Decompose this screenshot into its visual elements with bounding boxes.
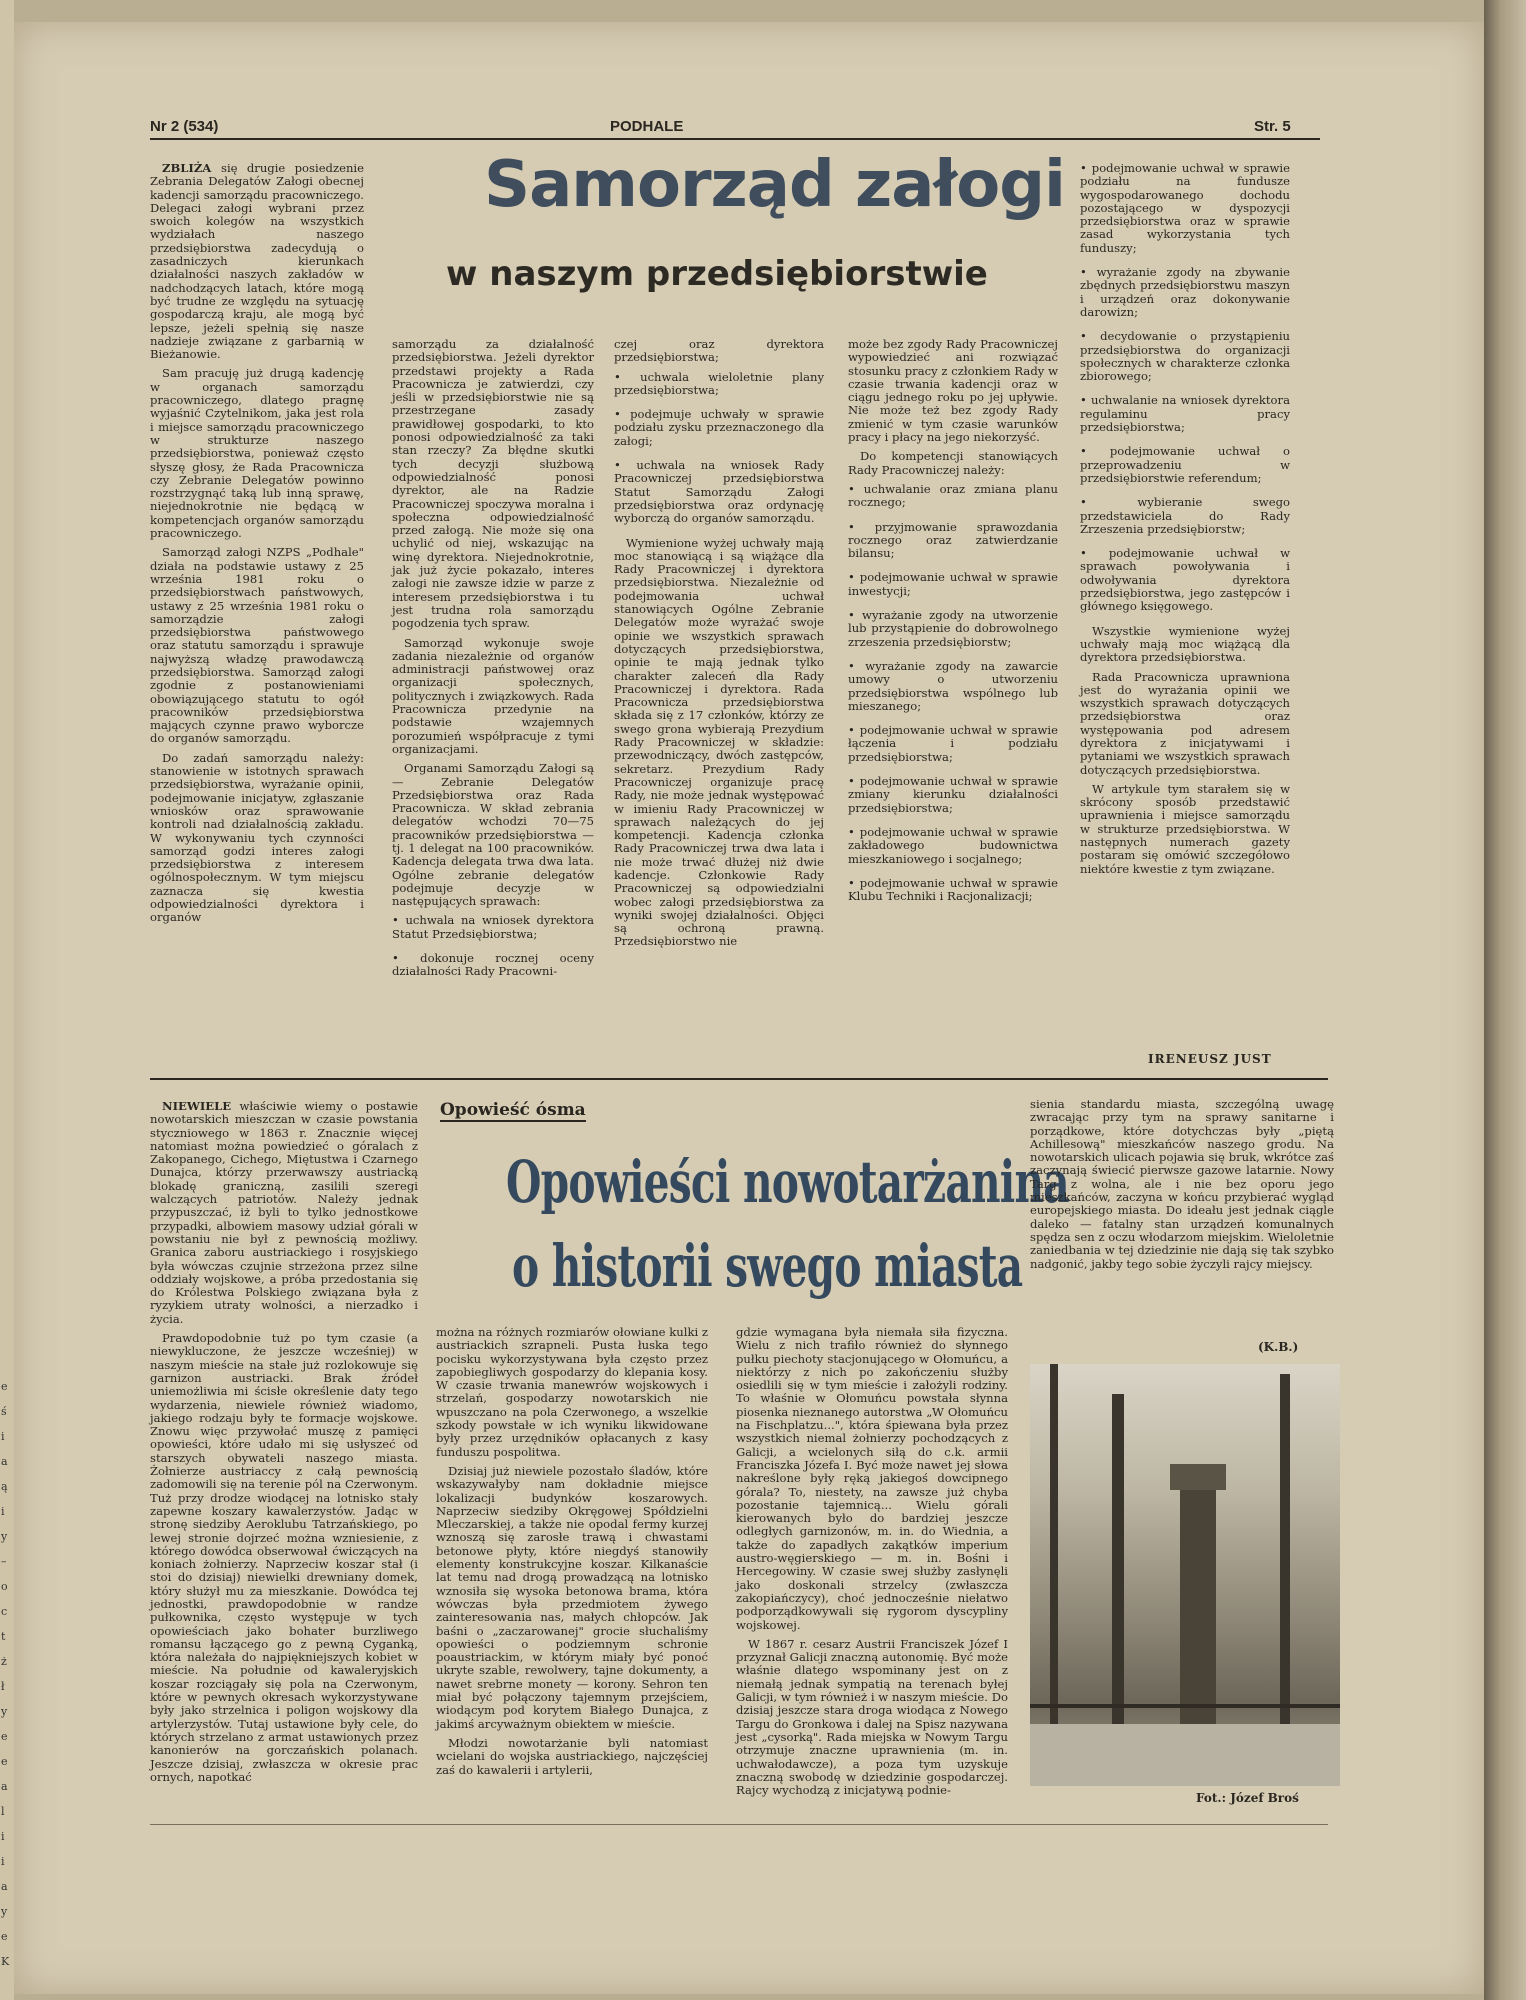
paragraph: • podejmuje uchwały w sprawie podziału zysku przeznaczonego dla załogi; [614,407,824,448]
margin-letter: e [1,1730,8,1743]
paragraph: Samorząd wykonuje swoje zadania niezależnie od organów administracji państwowej oraz organizacji społecznych, politycznych i związkowych. Rada Pracownicza przedynie na podstawie wzajemnych porozumień współpracuje z tymi organizacjami. [392,635,594,756]
margin-letter: ł [1,1680,5,1693]
article-title: Samorząd załogi [484,148,1065,222]
paragraph: Organami Samorządu Załogi są — Zebranie Delegatów Przedsiębiorstwa oraz Rada Pracownicza. W skład zebrania delegatów wchodzi 70—75 pracowników przedsiębiorstwa — tj. 1 delegat na 100 pracowników. Kadencja delegata trwa dwa lata. Ogólne zebranie delegatów podejmuje decyzje w następujących sprawach: [392,761,594,909]
paragraph: • dokonuje rocznej oceny działalności Rady Pracowni- [392,951,594,979]
article2-column-2 [436,1326,708,1783]
margin-letter: y [1,1705,8,1718]
margin-letter: i [1,1505,5,1518]
article1-column-1 [150,162,364,931]
paragraph: może bez zgody Rady Pracowniczej wypowiedzieć ani rozwiązać stosunku pracy z członkiem Rady w czasie trwania kadencji oraz w ciągu jednego roku po jej upływie. Nie może też bez zgody Rady zmienić w tym czasie warunków pracy i płacy na jego niekorzyść. [848,337,1058,445]
margin-letter: i [1,1855,5,1868]
margin-letter: K [1,1955,10,1968]
margin-letter: e [1,1930,8,1943]
author-name: IRENEUSZ JUST [1148,1052,1272,1066]
margin-letter: ż [1,1655,7,1668]
paragraph: Młodzi nowotarżanie byli natomiast wcielani do wojska austriackiego, najczęściej zaś do kawalerii i artylerii, [436,1735,708,1777]
article2-signature: (K.B.) [1258,1340,1299,1354]
paragraph: • podejmowanie uchwał w sprawie zmiany kierunku działalności przedsiębiorstwa; [848,774,1058,815]
paragraph: • decydowanie o przystąpieniu przedsiębiorstwa do organizacji społecznych w charakterze członka zbiorowego; [1080,329,1290,384]
paragraph: Sam pracuję już drugą kadencję w organach samorządu pracowniczego, dlatego pragnę wyjaśnić Czytelnikom, jaka jest rola i miejsce samorządu pracowniczego w strukturze naszego przedsiębiorstwa, ponieważ często słyszę głosy, że Rada Pracownicza czy Zebranie Delegatów powinno rozstrzygnąć taką lub inną sprawę, niejednokrotnie nie będącą w kompetencjach organów samorządu pracowniczego. [150,366,364,541]
paragraph: gdzie wymagana była niemała siła fizyczna. Wielu z nich trafiło również do słynnego pułku piechoty stacjonującego w Ołomuńcu, a niektórzy z nich po zakończeniu służby osiedlili się w tym mieście i założyli rodziny. To właśnie w Ołomuńcu powstała słynna piosenka nieznanego autorstwa „W Ołomuńcu na Fischplatzu...", która śpiewana była przez wszystkich niemal żołnierzy pochodzących z Galicji, a wcielonych siłą do c.k. armii Franciszka Józefa I. Być może nawet jej słowa nakreślone były ręką jakiegoś dowcipnego górala? To, niestety, na zawsze już chyba pozostanie tajemnicą... Wielu górali kierowanych było do bardziej jeszcze odległych garnizonów, m. in. do Wiednia, a także do zapadłych zakątków imperium austro-węgierskiego — m. in. Bośni i Hercegowiny. W czasie swej służby zasłynęli jako doskonali strzelcy (zwłaszcza zakopiańczycy), choć jednocześnie niełatwo podporządkowywali się rygorom dyscypliny wojskowej. [736,1325,1008,1632]
margin-letter: – [1,1555,7,1568]
page-edge [1484,0,1526,2000]
paragraph: Dzisiaj już niewiele pozostało śladów, które wskazywałyby nam dokładnie miejsce lokalizacji budynków koszarowych. Naprzeciw siedziby Okręgowej Spółdzielni Mleczarskiej, a także nie opodal fermy kurzej wznoszą się zarosłe trawą i chwastami betonowe płyty, które niegdyś stanowiły elementy konstrukcyjne koszar. Kilkanaście lat temu nad drogą prowadzącą na lotnisko wznosiła się wysoka betonowa brama, która wówczas była przedmiotem żywego zainteresowania nas, małych chłopców. Jak baśni o „zaczarowanej" grocie słuchaliśmy opowieści o podziemnym schronie poaustriackim, w którym miały być ponoć ukryte szable, rewolwery, tajne dokumenty, a nawet srebrne monety — korony. Sehron ten miał być połączony tajemnym przejściem, wiodącym pod korytem Białego Dunajca, z jakimś arcyważnym obiektem w mieście. [436,1463,708,1731]
margin-letter: ś [1,1405,7,1418]
margin-letter: o [1,1580,8,1593]
article1-column-3 [614,338,824,955]
paragraph: • podejmowanie uchwał w sprawie inwestycji; [848,570,1058,598]
paragraph: • wyrażanie zgody na utworzenie lub przystąpienie do dobrowolnego zrzeszenia przedsiębiorstw; [848,608,1058,649]
bottom-rule [150,1824,1328,1825]
margin-letter: i [1,1430,5,1443]
paragraph: Samorząd załogi NZPS „Podhale" działa na podstawie ustawy z 25 września 1981 roku o przedsiębiorstwach państwowych, ustawy z 25 września 1981 roku o samorządzie załogi przedsiębiorstwa państwowego oraz statutu samorządu i sprawuje najwyższą władzę prawodawczą przedsiębiorstwa. Samorząd załogi zgodnie z postanowieniami obowiązującego statutu to ogół pracowników przedsiębiorstwa mających czynne prawo wyborcze do organów samorządu. [150,545,364,746]
article1-column-4 [848,338,1058,914]
paragraph: Wszystkie wymienione wyżej uchwały mają moc wiążącą dla dyrektora przedsiębiorstwa. [1080,623,1290,665]
margin-letter: l [1,1805,5,1818]
page-number: Str. 5 [1254,118,1291,135]
margin-letter: c [1,1605,8,1618]
newspaper-name: PODHALE [610,118,684,135]
article2-column-1 [150,1100,418,1790]
margin-letter: a [1,1780,8,1793]
paragraph: W artykule tym starałem się w skrócony sposób przedstawić uprawnienia i miejsce samorządu w strukturze przedsiębiorstwa. W następnych numerach gazety postaram się omówić szczegółowo niektóre kwestie z tym związane. [1080,781,1290,876]
paragraph: Rada Pracownicza uprawniona jest do wyrażania opinii we wszystkich sprawach dotyczących przedsiębiorstwa oraz występowania pod adresem dyrektora z inicjatywami i pytaniami we wszystkich sprawach dotyczących przedsiębiorstwa. [1080,669,1290,777]
paragraph: Wymienione wyżej uchwały mają moc stanowiącą i są wiążące dla Rady Pracowniczej i dyrektora przedsiębiorstwa. Niezależnie od podejmowania uchwał stanowiących Ogólne Zebranie Delegatów może wyrażać swoje opinie we wszystkich sprawach dotyczących przedsiębiorstwa, opinie te mają jednak tylko charakter zaleceń dla Rady Pracowniczej i dyrektora. Rada Pracownicza przedsiębiorstwa składa się z 17 członków, którzy ze swego grona wybierają Prezydium Rady Pracowniczej w składzie: przewodniczący, dwóch zastępców, sekretarz. Prezydium Rady Pracowniczej organizuje pracę Rady, nie może jednak występować w imieniu Rady Pracowniczej w sprawach należących do jej kompetencji. Kadencja członka Rady Pracowniczej trwa dwa lata i nie może trwać dłużej niż dwie kadencje. Członkowie Rady Pracowniczej są odpowiedzialni wobec załogi przedsiębiorstwa za wyniki swojej działalności. Objęci są ochroną prawną. Przedsiębiorstwo nie [614,535,824,949]
margin-letter: t [1,1630,6,1643]
article1-column-2 [392,338,594,990]
paragraph: • podejmowanie uchwał w sprawach powoływania i odwoływania dyrektora przedsiębiorstwa, jego zastępców i głównego księgowego. [1080,546,1290,614]
article2-title-line2: o historii swego miasta [512,1232,1023,1300]
paragraph: Prawdopodobnie tuż po tym czasie (a niewykluczone, że jeszcze wcześniej) w naszym mieście na stałe już rozlokowuje się garnizon austriacki. Brak źródeł uniemożliwia mi ścisłe określenie daty tego wydarzenia, niewiele również wiadomo, jakiego rodzaju były te formacje wojskowe. Znowu więc przywołać muszę z pamięci opowieści, które udało mi się usłyszeć od starszych obywateli naszego miasta. Żołnierze austriaccy z całą pewnością zadomowili się na terenie pól na Czerwonym. Tuż przy drodze wiodącej na lotnisko stały zapewne koszary kawalerzystów. Jadąc w stronę siedziby Aeroklubu Tatrzańskiego, po lewej stronie dojrzeć można wzniesienie, z którego dowódca obserwował ćwiczących na koniach żołnierzy. Naprzeciw koszar stał (i stoi do dzisiaj) niewielki drewniany domek, który służył mu za mieszkanie. Dowódca tej jednostki, prawdopodobnie w randze pułkownika, często występuje w tych opowieściach jako bohater burzliwego romansu łączącego go z pewną Cyganką, która należała do najpiękniejszych kobiet w mieście. Na południe od kawaleryjskich koszar rozciągały się pola na Czerwonym, które w pewnych okresach wykorzystywane były jako strzelnica i poligon wojskowy dla artylerzystów. Tutaj ustawione były cele, do których strzelano z armat ustawionych przez kanonierów na gorczańskich polanach. Jeszcze dzisiaj, zwłaszcza w okresie prac ornych, napotkać [150,1331,418,1784]
article-subtitle: w naszym przedsiębiorstwie [446,254,988,294]
paragraph: • uchwalanie oraz zmiana planu rocznego; [848,481,1058,510]
header-rule [150,138,1320,140]
paragraph: Do kompetencji stanowiących Rady Pracowniczej należy: [848,449,1058,477]
paragraph: • wyrażanie zgody na zawarcie umowy o utworzeniu przedsiębiorstwa wspólnego lub mieszanego; [848,658,1058,713]
paragraph: • wybieranie swego przedstawiciela do Rady Zrzeszenia przedsiębiorstw; [1080,495,1290,536]
paragraph: W 1867 r. cesarz Austrii Franciszek Józef I przyznał Galicji znaczną autonomię. Być może właśnie dlatego wspominany jest on z niemałą jednak sympatią na terenach byłej Galicji, w tym również i w naszym mieście. Do dzisiaj jeszcze stara droga wiodąca z Nowego Targu do Gronkowa i dalej na Spisz nazywana jest „cysorką". Rada miejska w Nowym Targu otrzymuje znaczne uprawnienia (m. in. uchwałodawcze), a poza tym uzyskuje znaczną swobodę w dziedzinie gospodarczej. Rajcy wychodzą z inicjatywą podnie- [736,1636,1008,1798]
binding-strip [0,0,14,2000]
paragraph: czej oraz dyrektora przedsiębiorstwa; [614,337,824,365]
photo-caption: Fot.: Józef Broś [1196,1791,1299,1805]
section-divider [150,1078,1328,1080]
paragraph: ZBLIŻA się drugie posiedzenie Zebrania Delegatów Załogi obecnej kadencji samorządu pracowniczego. Delegaci załogi wybrani przez swoich kolegów na wszystkich wydziałach naszego przedsiębiorstwa zadecydują o zasadniczych kierunkach działalności naszych zakładów w nadchodzących latach, które mogą być trudne ze względu na sytuację gospodarczą kraju, ale mogą być lepsze, jeżeli spełnią się nasze nadzieje związane z garbarnią w Bieżanowie. [150,161,364,362]
paragraph: • uchwala na wniosek Rady Pracowniczej przedsiębiorstwa Statut Samorządu Załogi przedsiębiorstwa oraz ordynację wyborczą do organów samorządu. [614,458,824,526]
article2-column-4 [1030,1098,1334,1277]
paragraph: • uchwalanie na wniosek dyrektora regulaminu pracy przedsiębiorstwa; [1080,393,1290,435]
paragraph: można na różnych rozmiarów ołowiane kulki z austriackich szrapneli. Pusta łuska tego pocisku wykorzystywana była często przez zapobiegliwych gospodarzy do klepania kosy. W czasie trwania manewrów wojskowych i strzelań, gospodarzy nowotarskich nie wpuszczano na pola Czerwonego, a wszelkie szkody powstałe w ich wyniku likwidowane były przez urzędników opłacanych z kasy funduszu pospolitwa. [436,1325,708,1459]
article2-column-3 [736,1326,1008,1803]
margin-letter: a [1,1455,8,1468]
article2-title-line1: Opowieści nowotarżanina [506,1148,1069,1216]
paragraph: • wyrażanie zgody na zbywanie zbędnych przedsiębiorstwu maszyn i urządzeń oraz dokonywanie darowizn; [1080,265,1290,319]
historic-photo [1030,1364,1340,1786]
paragraph: • podejmowanie uchwał w sprawie podziału na fundusze wygospodarowanego dochodu pozostającego w dyspozycji przedsiębiorstwa oraz w sprawie zasad wykorzystania tych funduszy; [1080,161,1290,255]
paragraph: • uchwala na wniosek dyrektora Statut Przedsiębiorstwa; [392,913,594,941]
paragraph: • podejmowanie uchwał w sprawie łączenia i podziału przedsiębiorstwa; [848,723,1058,764]
paragraph: samorządu za działalność przedsiębiorstwa. Jeżeli dyrektor przedstawi projekty a Rada Pracownicza je zatwierdzi, czy jeśli w przedsiębiorstwie nie są przestrzegane zasady prawidłowej gospodarki, to kto ponosi odpowiedzialność za taki stan rzeczy? Za błędne skutki tych decyzji służbową odpowiedzialność ponosi dyrektor, ale na Radzie Pracowniczej spoczywa moralna i społeczna odpowiedzialność przed załogą. Nie może się ona uchylić od niej, wskazując na winę dyrektora. Niejednokrotnie, jak już życie pokazało, interes załogi nie zawsze idzie w parze z interesem przedsiębiorstwa i tu jest trudna rola samorządu pogodzenia tych spraw. [392,337,594,631]
margin-letter: a [1,1880,8,1893]
paragraph: sienia standardu miasta, szczególną uwagę zwracając przy tym na sprawy sanitarne i porządkowe, które dotychczas były „piętą Achillesową" mieszkańców naszego grodu. Na nowotarskich ulicach pojawia się bruk, wkrótce zaś zaczynają świecić pierwsze gazowe latarnie. Nowy Targ z wolna, ale i nie bez oporu jego mieszkańców, zaczyna w końcu przybierać wygląd europejskiego miasta. Do ideału jest jednak ciągle daleko — fatalny stan urządzeń komunalnych spędza sen z oczu włodarzom miejskim. Wieloletnie zaniedbania w tej dziedzinie nie dają się tak szybko nadgonić, jakby tego sobie życzyli rajcy miejscy. [1030,1097,1334,1271]
margin-letter: i [1,1830,5,1843]
paragraph: • podejmowanie uchwał w sprawie zakładowego budownictwa mieszkaniowego i socjalnego; [848,824,1058,866]
margin-letter: y [1,1905,8,1918]
margin-letter: e [1,1755,8,1768]
paragraph: NIEWIELE właściwie wiemy o postawie nowotarskich mieszczan w czasie powstania styczniowego w 1863 r. Znacznie więcej natomiast można powiedzieć o góralach z Zakopanego, Cichego, Miętustwa i Czarnego Dunajca, którzy przerwawszy austriacką blokadę graniczną, zasilili szeregi walczących patriotów. Należy jednak przypuszczać, iż byli to tylko jednostkowe przypadki, albowiem masowy udział górali w powstaniu nie był z pewnością możliwy. Granica zaboru austriackiego i rosyjskiego była wówczas czujnie strzeżona przez silne oddziały wojskowe, a próba przedostania się do Królestwa Polskiego związana była z ryzykiem utraty wolności, a nierzadko i życia. [150,1099,418,1326]
paragraph: • przyjmowanie sprawozdania rocznego oraz zatwierdzanie bilansu; [848,519,1058,561]
series-kicker: Opowieść ósma [440,1100,586,1120]
paragraph: • podejmowanie uchwał o przeprowadzeniu w przedsiębiorstwie referendum; [1080,444,1290,485]
article1-column-5 [1080,162,1290,882]
margin-letter: y [1,1530,8,1543]
margin-letter: e [1,1380,8,1393]
issue-number: Nr 2 (534) [150,118,219,135]
paragraph: • podejmowanie uchwał w sprawie Klubu Techniki i Racjonalizacji; [848,875,1058,904]
paragraph: • uchwala wieloletnie plany przedsiębiorstwa; [614,369,824,397]
margin-letter: ą [1,1480,8,1493]
paragraph: Do zadań samorządu należy: stanowienie w istotnych sprawach przedsiębiorstwa, wyrażanie opinii, podejmowanie inicjatyw, zgłaszanie wniosków oraz sprawowanie kontroli nad działalnością zakładu. W wykonywaniu tych czynności samorząd godzi interes załogi przedsiębiorstwa z interesem ogólnospołecznym. W tym miejscu zaznacza się kwestia odpowiedzialności dyrektora i organów [150,750,364,925]
